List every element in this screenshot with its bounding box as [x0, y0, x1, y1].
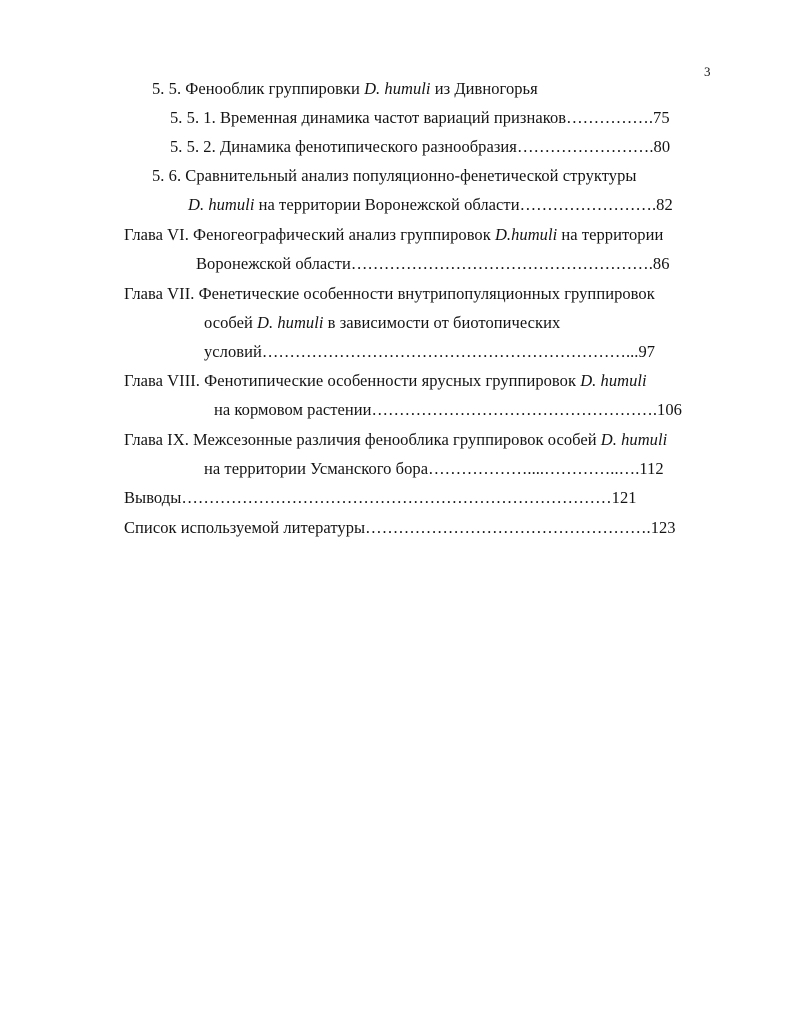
toc-entry-chapter-7-end	[204, 342, 655, 362]
toc-entry-chapter-9	[124, 430, 667, 450]
toc-leader: …………………………………………….	[371, 400, 658, 419]
toc-entry-chapter-8	[124, 371, 647, 391]
toc-leader: …………………….	[516, 137, 654, 156]
toc-text: Глава VI. Феногеографический анализ группировок	[124, 225, 495, 244]
toc-text: условий	[204, 342, 262, 361]
toc-text: 5. 5. Фенооблик группировки	[152, 79, 365, 98]
toc-entry-5-6	[152, 166, 637, 186]
toc-text: 5. 5. 2. Динамика фенотипического разнообразия	[170, 137, 517, 156]
toc-page: 97	[638, 342, 656, 361]
toc-leader: ……………………………………………………………………	[181, 488, 612, 507]
toc-entry-references	[124, 518, 676, 538]
toc-page: 112	[639, 459, 664, 478]
toc-page: 86	[652, 254, 670, 273]
toc-page: 123	[650, 518, 676, 537]
toc-text: на кормовом растении	[214, 400, 372, 419]
toc-text: в зависимости от биотопических	[323, 313, 561, 332]
toc-leader: …………………………………………………………...	[261, 342, 639, 361]
toc-text: Воронежской области	[196, 254, 351, 273]
toc-text: на территории Воронежской области	[254, 195, 520, 214]
toc-entry-chapter-6-cont	[196, 254, 670, 274]
toc-entry-chapter-9-cont	[204, 459, 664, 479]
toc-entry-5-5	[152, 79, 538, 99]
toc-leader: ……………………………………………….	[350, 254, 653, 273]
toc-entry-chapter-8-cont	[214, 400, 682, 420]
toc-page: 75	[653, 108, 670, 127]
toc-species: D. humuli	[188, 195, 255, 214]
toc-text: на территории Усманского бора	[204, 459, 429, 478]
toc-page: 82	[656, 195, 673, 214]
toc-text: особей	[204, 313, 258, 332]
toc-entry-chapter-7-cont	[204, 313, 560, 333]
toc-species: D. humuli	[257, 313, 324, 332]
toc-entry-chapter-7	[124, 284, 655, 304]
toc-text: Выводы	[124, 488, 182, 507]
toc-page: 106	[657, 400, 682, 419]
toc-text: 5. 6. Сравнительный анализ популяционно-фенетической структуры	[152, 166, 637, 185]
toc-leader: …………………………………………….	[365, 518, 651, 537]
toc-text: Список используемой литературы	[124, 518, 366, 537]
toc-text: 5. 5. 1. Временная динамика частот вариаций признаков	[170, 108, 567, 127]
toc-page: 121	[611, 488, 637, 507]
toc-species: D. humuli	[364, 79, 431, 98]
page-number: 3	[704, 64, 711, 79]
toc-species: D.humuli	[494, 225, 558, 244]
toc-species: D. humuli	[580, 371, 647, 390]
toc-entry-5-5-2	[170, 137, 670, 157]
toc-text: Глава VIII. Фенотипические особенности ярусных группировок	[124, 371, 581, 390]
toc-leader: …………………….	[519, 195, 657, 214]
toc-text: из Дивногорья	[430, 79, 538, 98]
toc-text: Глава VII. Фенетические особенности внутрипопуляционных группировок	[124, 284, 655, 303]
toc-text: на территории	[557, 225, 664, 244]
toc-entry-5-5-1	[170, 108, 670, 128]
toc-entry-chapter-6	[124, 225, 663, 245]
toc-entry-conclusions	[124, 488, 637, 508]
toc-species: D. humuli	[600, 430, 668, 449]
toc-entry-5-6-cont	[188, 195, 673, 215]
toc-leader: ………………....…………..….	[428, 459, 640, 478]
toc-text: Глава IX. Межсезонные различия фенооблика группировок особей	[124, 430, 601, 449]
toc-leader: …………….	[566, 108, 654, 127]
toc-page: 80	[653, 137, 671, 156]
